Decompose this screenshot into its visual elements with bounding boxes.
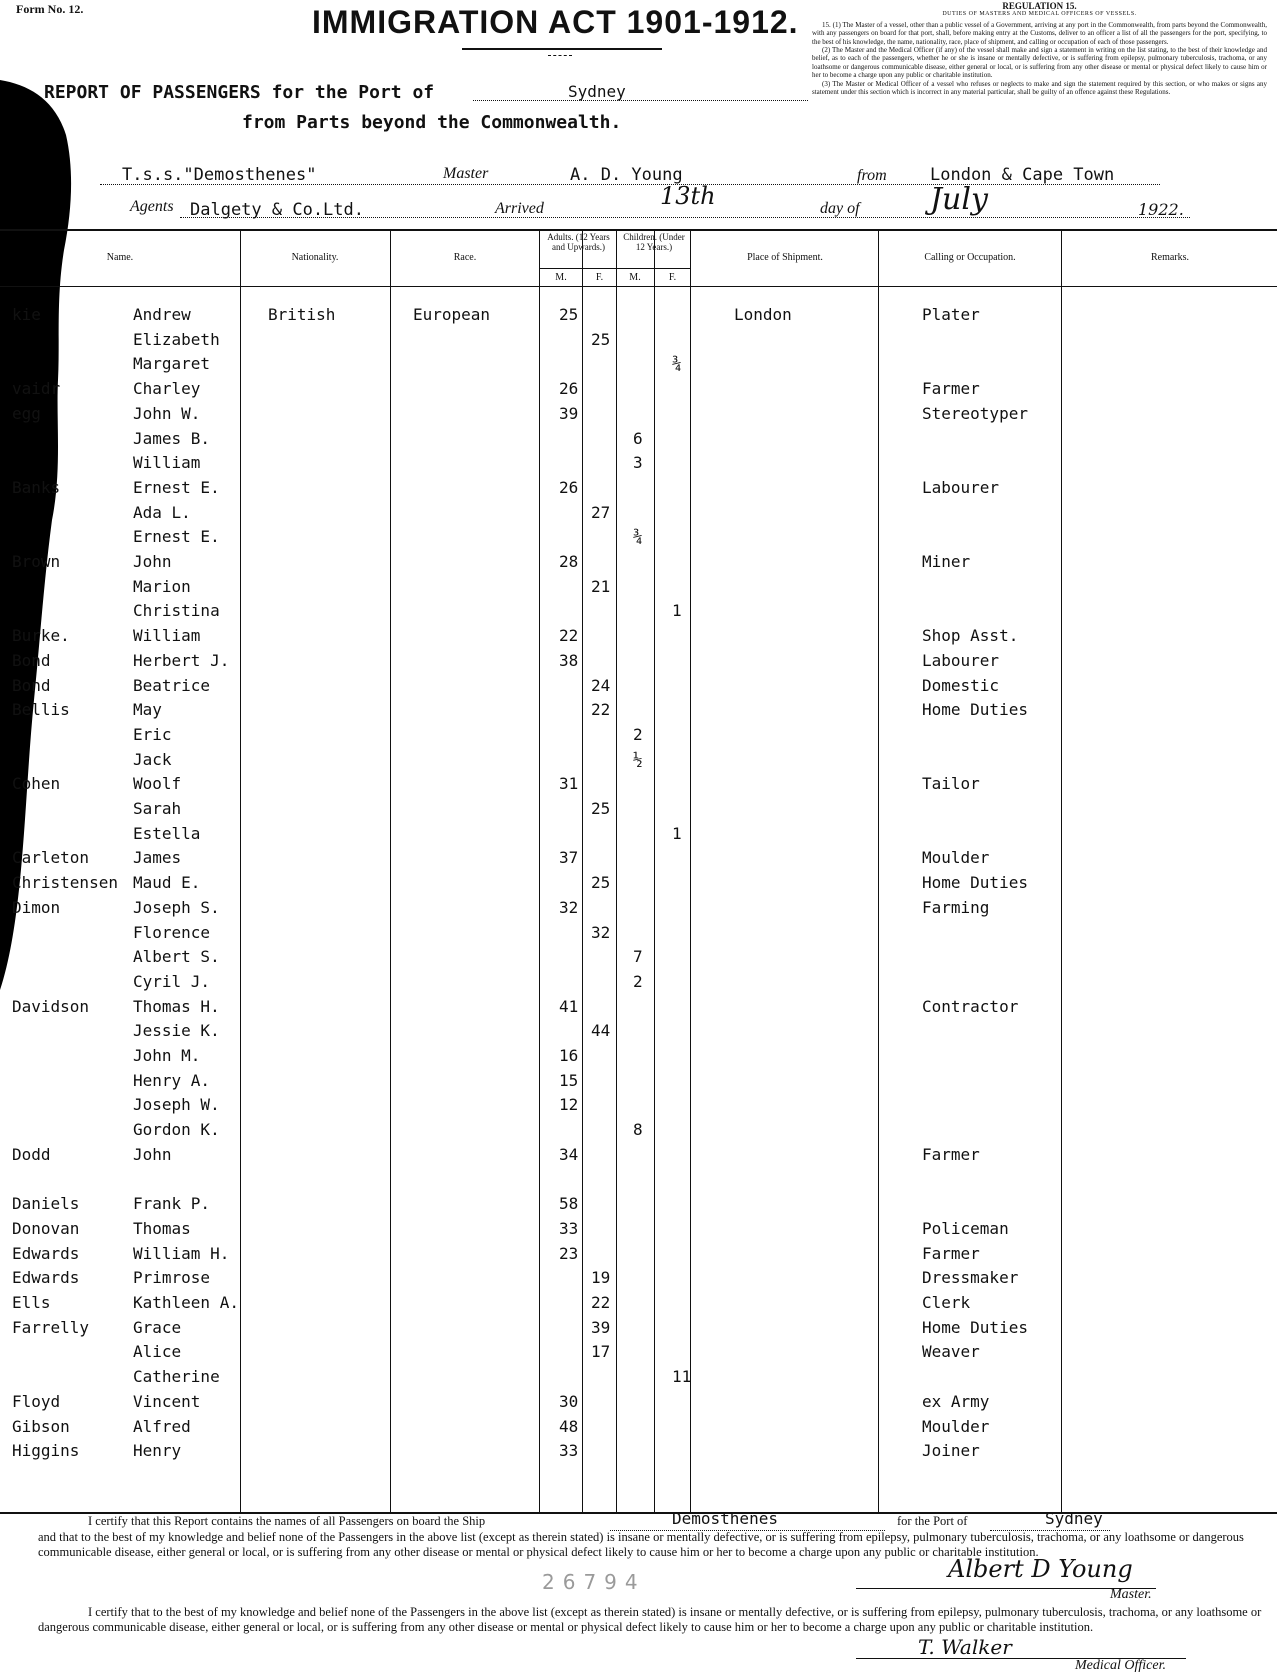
table-row: [0, 1219, 1277, 1243]
table-row: [0, 305, 1277, 329]
given-name: John W.: [133, 403, 201, 423]
header-race: Race.: [453, 252, 477, 263]
given-name: Joseph W.: [133, 1095, 220, 1115]
arrival-year: 1922.: [1138, 200, 1184, 219]
child-male-age: ¾: [633, 527, 643, 547]
surname: Donovan: [12, 1218, 80, 1238]
table-row: [0, 898, 1277, 922]
header-adult-male: M.: [555, 272, 567, 283]
child-male-age: 6: [633, 428, 643, 448]
table-row: [0, 1342, 1277, 1366]
surname: kie: [12, 305, 41, 324]
given-name: Margaret: [133, 354, 211, 374]
table-row: [0, 1194, 1277, 1218]
table-row: [0, 503, 1277, 527]
occupation: Home Duties: [922, 1317, 1028, 1337]
given-name: Henry: [133, 1441, 182, 1461]
header-adult-female: F.: [595, 272, 604, 283]
table-row: [0, 1145, 1277, 1169]
given-name: Vincent: [133, 1391, 201, 1411]
table-row: [0, 1392, 1277, 1416]
given-name: Estella: [133, 823, 201, 843]
given-name: Henry A.: [133, 1070, 211, 1090]
regulation-paragraph: 15. (1) The Master of a vessel, other than a public vessel of a Government, arriving at any port in the Commonwealth, from parts beyond the Commonwealth, with any passengers on board for that port, shall, before making entry at the Customs, deliver to an officer a list of all the passengers for the port, specifying, to the best of his knowledge, the name, nationality, race, place of shipment, and calling or occupation of each of those passengers.: [812, 20, 1267, 46]
title-underline: [462, 48, 662, 50]
given-name: William H.: [133, 1243, 230, 1263]
table-row: [0, 1441, 1277, 1465]
surname: Carleton: [12, 848, 90, 868]
table-row: [0, 1244, 1277, 1268]
table-row: [0, 873, 1277, 897]
port-value: Sydney: [568, 82, 626, 101]
regulation-title: REGULATION 15.: [1002, 1, 1077, 11]
given-name: Joseph S.: [133, 897, 220, 917]
given-name: Charley: [133, 379, 201, 399]
adult-male-age: 37: [559, 848, 579, 868]
occupation: Labourer: [922, 650, 1000, 670]
regulation-subtitle: DUTIES OF MASTERS AND MEDICAL OFFICERS OF VESSELS.: [942, 11, 1137, 18]
adult-female-age: 25: [591, 799, 611, 818]
adult-male-age: 22: [559, 626, 579, 646]
surname: Higgins: [12, 1441, 80, 1461]
table-row: [0, 848, 1277, 872]
surname: Bellis: [12, 700, 70, 720]
occupation: Farmer: [922, 1144, 980, 1164]
child-female-age: 1: [672, 601, 682, 621]
table-row: [0, 972, 1277, 996]
adult-female-age: 25: [591, 329, 611, 349]
report-subtitle: from Parts beyond the Commonwealth.: [242, 112, 622, 133]
master-signature: Albert D Young: [948, 1555, 1133, 1583]
given-name: Jessie K.: [133, 1021, 220, 1041]
adult-female-age: 24: [591, 675, 611, 695]
table-row: [0, 1071, 1277, 1095]
surname: Burke.: [12, 626, 70, 646]
table-row: [0, 1367, 1277, 1391]
occupation: Domestic: [922, 675, 1000, 695]
surname: Banks: [12, 477, 61, 497]
adult-male-age: 15: [559, 1070, 579, 1090]
given-name: Ada L.: [133, 502, 191, 522]
form-number: Form No. 12.: [16, 2, 84, 16]
adult-male-age: 38: [559, 650, 579, 670]
surname: Floyd: [12, 1391, 61, 1411]
given-name: Maud E.: [133, 873, 201, 893]
table-row: [0, 527, 1277, 551]
surname: Brown: [12, 552, 61, 571]
adult-male-age: 39: [559, 403, 579, 423]
surname: egg: [12, 403, 41, 423]
table-row: [0, 997, 1277, 1021]
occupation: ex Army: [922, 1391, 990, 1411]
table-row: [0, 1021, 1277, 1045]
given-name: Frank P.: [133, 1194, 211, 1214]
table-row: [0, 799, 1277, 823]
table-row: [0, 923, 1277, 947]
surname: Ells: [12, 1293, 51, 1312]
table-row: [0, 354, 1277, 378]
given-name: Gordon K.: [133, 1120, 220, 1140]
surname: Farrelly: [12, 1317, 90, 1337]
table-row: [0, 1095, 1277, 1119]
medical-signature: T. Walker: [918, 1635, 1012, 1659]
header-adults: Adults. (12 Years and Upwards.): [547, 232, 610, 252]
table-row: [0, 947, 1277, 971]
given-name: James: [133, 848, 182, 868]
adult-female-age: 22: [591, 1293, 611, 1312]
occupation: Joiner: [922, 1441, 980, 1461]
surname: Edwards: [12, 1243, 80, 1263]
place-of-shipment: London: [734, 305, 792, 324]
adult-male-age: 33: [559, 1218, 579, 1238]
occupation: Stereotyper: [922, 403, 1028, 423]
adult-male-age: 12: [559, 1095, 579, 1115]
adult-male-age: 34: [559, 1144, 579, 1164]
day-of-label: day of: [820, 200, 860, 217]
occupation: Home Duties: [922, 700, 1028, 720]
child-female-age: 1: [672, 823, 682, 843]
given-name: Sarah: [133, 799, 182, 818]
agents-label: Agents: [130, 198, 174, 215]
occupation: Farmer: [922, 1243, 980, 1263]
race: European: [413, 305, 491, 324]
given-name: Christina: [133, 601, 220, 621]
given-name: Alice: [133, 1342, 182, 1362]
surname: vaidr: [12, 379, 61, 399]
occupation: Moulder: [922, 848, 990, 868]
occupation: Contractor: [922, 996, 1019, 1016]
given-name: Ernest E.: [133, 527, 220, 547]
surname: Edwards: [12, 1268, 80, 1288]
adult-female-age: 44: [591, 1021, 611, 1041]
header-divider: [539, 268, 690, 269]
table-row: [0, 429, 1277, 453]
given-name: John: [133, 552, 172, 571]
table-row: [0, 453, 1277, 477]
port-fill-line: [473, 100, 808, 101]
medical-certificate: I certify that to the best of my knowledge and belief none of the Passengers in the above list (except as therein stated) is insane or mentally defective, or is suffering from epilepsy, pulmonary tuberculosis, trachoma, or any loathsome or dangerous communicable disease, either general or local, or is suffering from any other disease or mental or physical defect likely to cause him or her to become a charge upon any public or charitable institution.: [38, 1605, 1262, 1634]
table-row: [0, 725, 1277, 749]
regulation-paragraph: (3) The Master or Medical Officer of a vessel who refuses or neglects to make and sign the statement required by this section, or who makes or signs any statement under this section which is incorrect in any material particular, shall be guilty of an offence against these Regulations.: [812, 79, 1267, 97]
arrived-label: Arrived: [495, 200, 544, 217]
from-value: London & Cape Town: [930, 165, 1115, 185]
table-row: [0, 824, 1277, 848]
child-male-age: 8: [633, 1120, 643, 1140]
vessel-name: T.s.s."Demosthenes": [122, 165, 317, 185]
table-row: [0, 651, 1277, 675]
header-bottom-rule: [0, 286, 1277, 287]
from-label: from: [857, 167, 887, 184]
given-name: Herbert J.: [133, 650, 230, 670]
given-name: Kathleen A.: [133, 1293, 239, 1312]
header-child-male: M.: [629, 272, 641, 283]
table-row: [0, 1120, 1277, 1144]
master-label: Master: [443, 165, 489, 182]
given-name: John: [133, 1144, 172, 1164]
adult-male-age: 31: [559, 774, 579, 794]
master-certificate-body: and that to the best of my knowledge and belief none of the Passengers in the above list (except as therein stated) is insane or mentally defective, or is suffering from epilepsy, pulmonary tuberculosis, trachoma, or any loathsome or dangerous communicable disease, either general or local, or is suffering from any other disease or mental or physical defect likely to cause him or her to become a charge upon any public or charitable institution.: [38, 1530, 1244, 1559]
occupation: Labourer: [922, 477, 1000, 497]
table-row: [0, 379, 1277, 403]
table-row: [0, 1170, 1277, 1194]
occupation: Miner: [922, 552, 971, 571]
surname: Dodd: [12, 1144, 51, 1164]
certificate-ship-name: Demosthenes: [672, 1509, 778, 1528]
table-row: [0, 1417, 1277, 1441]
given-name: Albert S.: [133, 947, 220, 967]
adult-male-age: 16: [559, 1046, 579, 1065]
table-row: [0, 577, 1277, 601]
given-name: Thomas: [133, 1218, 191, 1238]
title-dash: [548, 55, 572, 56]
table-row: [0, 626, 1277, 650]
table-top-rule: [0, 229, 1277, 231]
table-row: [0, 552, 1277, 576]
regulation-paragraph: (2) The Master and the Medical Officer (if any) of the vessel shall make and sign a statement in writing on the list stating, to the best of their knowledge and belief, as to each of the passengers, whether he or she is insane or mentally defective, or is suffering from epilepsy, pulmonary tuberculosis, trachoma, or any loathsome or dangerous communicable disease, either general or local, or is suffering from any other disease or mental or physical defect likely to cause him or her to become a charge upon any public or charitable institution.: [812, 46, 1267, 80]
occupation: Weaver: [922, 1342, 980, 1362]
given-name: William: [133, 453, 201, 473]
given-name: Catherine: [133, 1367, 220, 1387]
surname: Bond: [12, 675, 51, 695]
act-title: IMMIGRATION ACT 1901-1912.: [312, 4, 799, 40]
table-row: [0, 1046, 1277, 1070]
table-row: [0, 774, 1277, 798]
adult-female-age: 32: [591, 922, 611, 942]
given-name: Elizabeth: [133, 329, 220, 349]
given-name: Cyril J.: [133, 971, 211, 991]
surname: Bond: [12, 650, 51, 670]
child-male-age: 2: [633, 971, 643, 991]
certificate-port-label: for the Port of: [897, 1514, 968, 1528]
regulation-text: [812, 2, 1267, 96]
header-nationality: Nationality.: [291, 252, 339, 263]
adult-female-age: 21: [591, 576, 611, 596]
adult-female-age: 19: [591, 1268, 611, 1288]
stamp-number: 26794: [542, 1570, 646, 1594]
given-name: Eric: [133, 724, 172, 744]
given-name: Florence: [133, 922, 211, 942]
adult-female-age: 17: [591, 1342, 611, 1362]
table-row: [0, 676, 1277, 700]
given-name: Marion: [133, 576, 191, 596]
occupation: Shop Asst.: [922, 626, 1019, 646]
master-title: Master.: [1110, 1587, 1152, 1602]
surname: Christensen: [12, 873, 118, 893]
table-row: [0, 1318, 1277, 1342]
given-name: Primrose: [133, 1268, 211, 1288]
surname: Dimon: [12, 897, 61, 917]
master-cert-intro: I certify that this Report contains the names of all Passengers on board the Ship: [88, 1514, 486, 1528]
certificate-port: Sydney: [1045, 1509, 1103, 1528]
adult-female-age: 39: [591, 1317, 611, 1337]
adult-male-age: 32: [559, 897, 579, 917]
adult-male-age: 26: [559, 477, 579, 497]
header-children: Children. (Under 12 Years.): [623, 232, 685, 252]
given-name: James B.: [133, 428, 211, 448]
surname: Cohen: [12, 774, 61, 794]
arrived-day: 13th: [660, 182, 716, 210]
header-child-female: F.: [668, 272, 677, 283]
child-male-age: ½: [633, 749, 643, 769]
adult-male-age: 30: [559, 1391, 579, 1411]
header-place-of-shipment: Place of Shipment.: [747, 252, 823, 263]
nationality: British: [268, 305, 336, 324]
header-name: Name.: [106, 252, 134, 263]
adult-male-age: 26: [559, 379, 579, 399]
header-calling-occupation: Calling or Occupation.: [924, 252, 1016, 263]
child-male-age: 3: [633, 453, 643, 473]
agents-value: Dalgety & Co.Ltd.: [190, 200, 364, 220]
table-row: [0, 478, 1277, 502]
child-male-age: 2: [633, 724, 643, 744]
given-name: Jack: [133, 749, 172, 769]
header-remarks: Remarks.: [1150, 252, 1190, 263]
adult-male-age: 25: [559, 305, 579, 324]
given-name: William: [133, 626, 201, 646]
table-row: [0, 700, 1277, 724]
report-title: REPORT OF PASSENGERS for the Port of: [44, 82, 435, 103]
arrival-month: July: [930, 182, 988, 217]
surname: Daniels: [12, 1194, 80, 1214]
occupation: Plater: [922, 305, 980, 324]
master-name: A. D. Young: [570, 165, 683, 185]
child-female-age: 11: [672, 1367, 692, 1387]
table-row: [0, 1293, 1277, 1317]
adult-male-age: 23: [559, 1243, 579, 1263]
given-name: May: [133, 700, 162, 720]
adult-male-age: 41: [559, 996, 579, 1016]
adult-female-age: 25: [591, 873, 611, 893]
occupation: Tailor: [922, 774, 980, 794]
adult-male-age: 48: [559, 1416, 579, 1436]
occupation: Clerk: [922, 1293, 971, 1312]
table-row: [0, 750, 1277, 774]
occupation: Farming: [922, 897, 990, 917]
given-name: Ernest E.: [133, 477, 220, 497]
occupation: Farmer: [922, 379, 980, 399]
adult-female-age: 27: [591, 502, 611, 522]
given-name: Beatrice: [133, 675, 211, 695]
child-female-age: ¾: [672, 354, 682, 374]
occupation: Home Duties: [922, 873, 1028, 893]
table-row: [0, 601, 1277, 625]
table-row: [0, 330, 1277, 354]
adult-male-age: 33: [559, 1441, 579, 1461]
table-row: [0, 404, 1277, 428]
adult-male-age: 58: [559, 1194, 579, 1214]
given-name: Andrew: [133, 305, 191, 324]
occupation: Dressmaker: [922, 1268, 1019, 1288]
child-male-age: 7: [633, 947, 643, 967]
occupation: Policeman: [922, 1218, 1009, 1238]
medical-officer-title: Medical Officer.: [1075, 1658, 1166, 1673]
given-name: John M.: [133, 1046, 201, 1065]
table-row: [0, 1268, 1277, 1292]
surname: Davidson: [12, 996, 90, 1016]
given-name: Grace: [133, 1317, 182, 1337]
adult-male-age: 28: [559, 552, 579, 571]
surname: Gibson: [12, 1416, 70, 1436]
given-name: Thomas H.: [133, 996, 220, 1016]
adult-female-age: 22: [591, 700, 611, 720]
given-name: Alfred: [133, 1416, 191, 1436]
given-name: Woolf: [133, 774, 182, 794]
occupation: Moulder: [922, 1416, 990, 1436]
